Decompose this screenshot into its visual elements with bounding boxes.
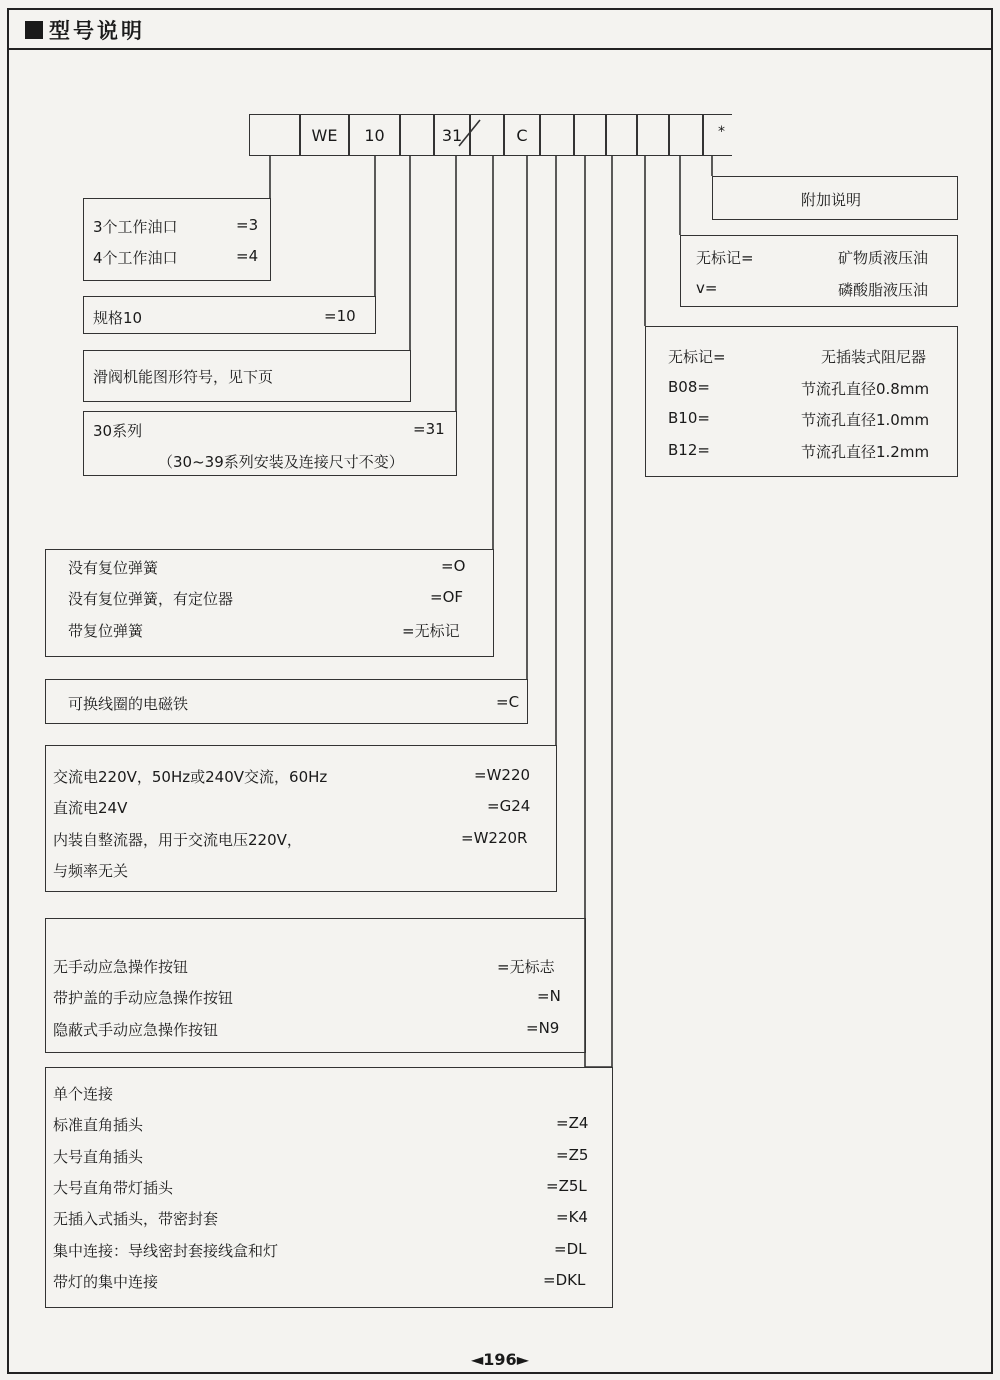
series-value: =31 [413,420,445,438]
solenoid-label: 可换线圈的电磁铁 [68,695,189,713]
damper-label-2: B08= [668,378,710,396]
code-cell-manual [573,114,607,156]
connection-label-7: 带灯的集中连接 [53,1273,159,1291]
connection-value-2: =Z4 [556,1114,589,1132]
connection-label-1: 单个连接 [53,1085,114,1103]
symbol-label: 滑阀机能图形符号，见下页 [93,368,274,386]
voltage-label-3: 内装自整流器，用于交流电压220V， [53,831,302,849]
voltage-value-3: =W220R [461,829,528,847]
page-number: ◄196► [470,1350,529,1369]
code-cell-type: WE [299,114,350,156]
voltage-label-4: 与频率无关 [53,862,129,880]
code-cell-damper [636,114,670,156]
series-note: （30~39系列安装及连接尺寸不变） [158,453,404,471]
manual-label-2: 带护盖的手动应急操作按钮 [53,989,234,1007]
voltage-label-1: 交流电220V，50Hz或240V交流，60Hz [53,768,328,786]
code-cell-prefix [249,114,301,156]
additional-label: 附加说明 [801,191,862,209]
solenoid-value: =C [496,693,520,711]
seal-value-1: 矿物质液压油 [838,249,929,267]
spring-label-2: 没有复位弹簧，有定位器 [68,590,234,608]
spring-label-3: 带复位弹簧 [68,622,144,640]
code-cell-series: 31 [433,114,471,156]
voltage-value-2: =G24 [487,797,531,815]
ports-label-2: 4个工作油口 [93,249,178,267]
seal-value-2: 磷酸脂液压油 [838,281,929,299]
manual-label-3: 隐蔽式手动应急操作按钮 [53,1021,219,1039]
voltage-value-1: =W220 [474,766,531,784]
code-cell-size: 10 [348,114,401,156]
connection-label-3: 大号直角插头 [53,1148,144,1166]
connection-value-4: =Z5L [546,1177,587,1195]
ports-value-1: =3 [236,216,259,234]
manual-value-3: =N9 [526,1019,560,1037]
damper-label-4: B12= [668,441,710,459]
connection-value-3: =Z5 [556,1146,589,1164]
seal-label-1: 无标记= [696,249,754,267]
connection-value-5: =K4 [556,1208,588,1226]
spring-value-3: =无标记 [402,622,460,640]
damper-label-1: 无标记= [668,348,726,366]
size-value: =10 [324,307,356,325]
code-cell-symbol [399,114,435,156]
code-cell-solenoid: C [503,114,541,156]
spring-label-1: 没有复位弹簧 [68,559,159,577]
code-asterisk: * [718,124,725,140]
code-cell-spring [469,114,505,156]
code-cell-voltage [539,114,575,156]
connection-label-2: 标准直角插头 [53,1116,144,1134]
page-title: 型号说明 [49,19,145,43]
code-cell-additional [702,114,732,156]
damper-value-1: 无插装式阻尼器 [821,348,927,366]
connection-label-5: 无插入式插头，带密封套 [53,1210,219,1228]
damper-value-3: 节流孔直径1.0mm [801,411,930,429]
connection-value-7: =DKL [543,1271,586,1289]
code-cell-connection [605,114,638,156]
damper-value-2: 节流孔直径0.8mm [801,380,930,398]
spring-value-2: =OF [430,588,464,606]
series-label: 30系列 [93,422,143,440]
manual-value-2: =N [537,987,561,1005]
connection-label-6: 集中连接：导线密封套接线盒和灯 [53,1242,279,1260]
damper-value-4: 节流孔直径1.2mm [801,443,930,461]
damper-label-3: B10= [668,409,710,427]
seal-label-2: v= [696,279,718,297]
ports-label-1: 3个工作油口 [93,218,178,236]
ports-value-2: =4 [236,247,259,265]
size-label: 规格10 [93,309,143,327]
spring-value-1: =O [441,557,466,575]
ports-box [83,198,271,281]
manual-value-1: =无标志 [497,958,555,976]
voltage-label-2: 直流电24V [53,799,128,817]
connection-label-4: 大号直角带灯插头 [53,1179,174,1197]
manual-label-1: 无手动应急操作按钮 [53,958,189,976]
code-cell-seal [668,114,704,156]
connection-value-6: =DL [554,1240,587,1258]
